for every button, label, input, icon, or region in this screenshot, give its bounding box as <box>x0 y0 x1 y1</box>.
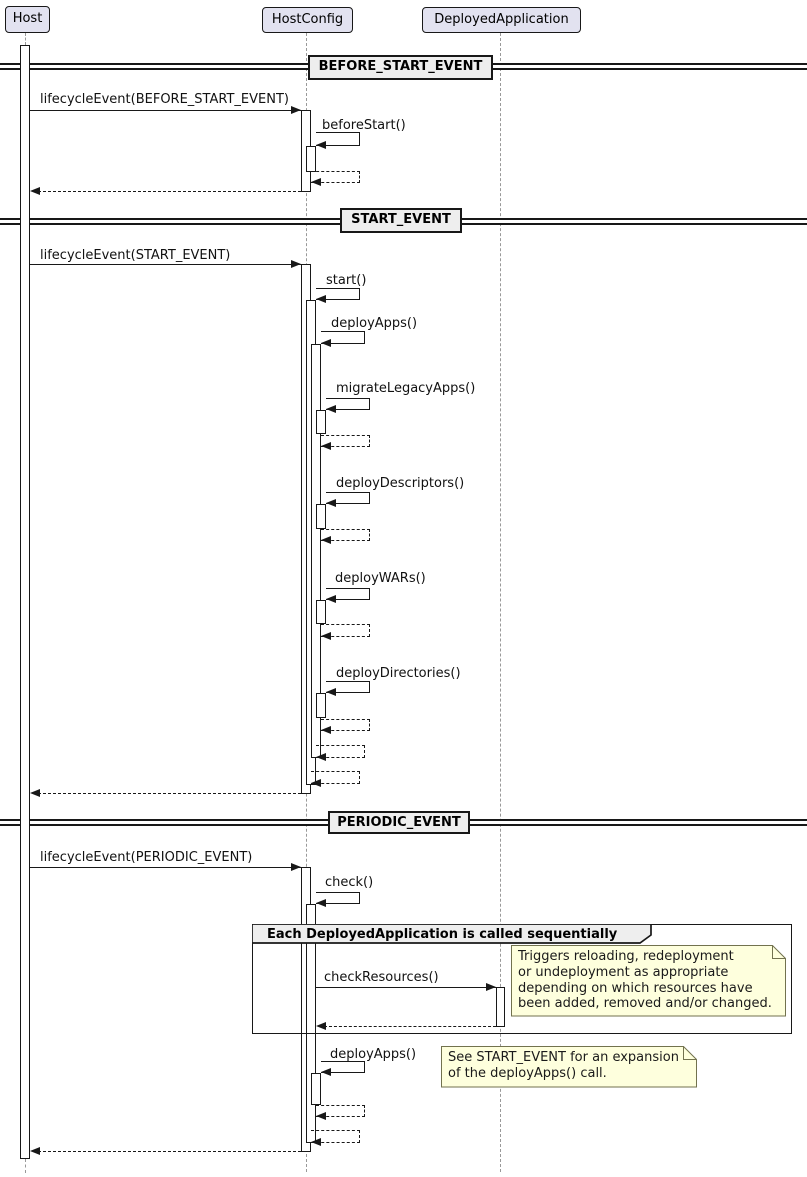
note-line: been added, removed and/or changed. <box>518 996 772 1012</box>
message-label-deploydirectories: deployDirectories() <box>336 666 461 681</box>
arrowhead-start <box>316 295 326 303</box>
message-arrow-lifecycle-before-start <box>30 110 301 111</box>
arrowhead-lifecycle-before-start <box>291 106 301 114</box>
arrowhead-deployapps-periodic <box>321 1068 331 1076</box>
arrowhead-lifecycle-periodic <box>291 863 301 871</box>
message-label-beforestart: beforeStart() <box>322 118 406 133</box>
message-label-lifecycle-before-start: lifecycleEvent(BEFORE_START_EVENT) <box>40 92 289 107</box>
message-label-lifecycle-periodic: lifecycleEvent(PERIODIC_EVENT) <box>40 850 253 865</box>
arrowhead-checkresources <box>486 983 496 991</box>
message-label-lifecycle-start: lifecycleEvent(START_EVENT) <box>40 248 231 263</box>
divider-before-start-label: BEFORE_START_EVENT <box>318 59 483 74</box>
note-line: See START_EVENT for an expansion <box>448 1050 679 1065</box>
arrowhead-migratelegacyapps <box>326 405 336 413</box>
message-label-check: check() <box>325 875 374 890</box>
message-label-start: start() <box>326 273 367 288</box>
arrowhead-return-migratelegacyapps <box>321 442 331 450</box>
divider-periodic-label: PERIODIC_EVENT <box>337 815 461 830</box>
arrowhead-check <box>316 899 326 907</box>
note-line: or undeployment as appropriate <box>518 964 729 980</box>
arrowhead-deploydescriptors <box>326 499 336 507</box>
participant-host <box>5 6 50 33</box>
arrowhead-return-check <box>311 1138 321 1146</box>
activation-hostconfig-migratelegacyapps <box>316 410 326 434</box>
message-arrow-lifecycle-periodic <box>30 867 301 868</box>
arrowhead-return-deploywars <box>321 632 331 640</box>
message-label-deploywars: deployWARs() <box>335 571 426 586</box>
arrowhead-return-start-host <box>30 789 40 797</box>
divider-start-event <box>340 208 462 233</box>
participant-deployedapplication <box>422 7 581 33</box>
participant-host-label: Host <box>12 11 43 26</box>
note-deploy-apps <box>448 1050 679 1082</box>
activation-hostconfig-deploydirectories <box>316 693 326 718</box>
divider-start-label: START_EVENT <box>351 212 451 227</box>
message-label-deployapps-periodic: deployApps() <box>330 1047 417 1062</box>
message-label-deploydescriptors: deployDescriptors() <box>336 476 465 491</box>
arrowhead-return-beforestart <box>311 178 321 186</box>
lifeline-host-top <box>25 33 26 45</box>
activation-hostconfig-deployapps-periodic <box>311 1073 321 1105</box>
arrowhead-deployapps <box>321 339 331 347</box>
arrowhead-deploydirectories <box>326 688 336 696</box>
activation-host <box>20 45 30 1159</box>
note-line: of the deployApps() call. <box>448 1065 607 1081</box>
arrowhead-return-deployapps <box>316 753 326 761</box>
participant-hostconfig-label: HostConfig <box>271 12 344 27</box>
arrowhead-return-before-start-host <box>30 187 40 195</box>
arrowhead-lifecycle-start <box>291 260 301 268</box>
message-label-checkresources: checkResources() <box>324 970 439 985</box>
arrowhead-return-checkresources <box>316 1022 326 1030</box>
message-arrow-lifecycle-start <box>30 264 301 265</box>
lifeline-host-bottom <box>25 1159 26 1173</box>
frame-header-label: Each DeployedApplication is called sequentially <box>267 927 618 942</box>
participant-hostconfig <box>262 7 353 33</box>
arrowhead-return-deploydirectories <box>321 726 331 734</box>
message-arrow-checkresources <box>316 987 496 988</box>
return-checkresources <box>324 1026 496 1027</box>
arrowhead-return-start <box>311 779 321 787</box>
activation-hostconfig-deploydescriptors <box>316 504 326 529</box>
arrowhead-deploywars <box>326 595 336 603</box>
activation-hostconfig-deploywars <box>316 600 326 624</box>
return-lifecycle-before-start <box>38 191 301 192</box>
divider-periodic-event <box>328 811 470 834</box>
return-lifecycle-start <box>38 793 301 794</box>
arrowhead-beforestart <box>316 141 326 149</box>
note-check-resources <box>518 949 772 1012</box>
message-label-migratelegacyapps: migrateLegacyApps() <box>336 381 476 396</box>
divider-before-start-event <box>308 55 493 80</box>
activation-hostconfig-beforestart <box>306 146 316 172</box>
participant-deployedapplication-label: DeployedApplication <box>434 12 569 27</box>
message-label-deployapps: deployApps() <box>331 316 418 331</box>
note-line: depending on which resources have <box>518 980 753 996</box>
return-lifecycle-periodic <box>38 1151 301 1152</box>
note-line: Triggers reloading, redeployment <box>518 949 734 964</box>
arrowhead-return-periodic-host <box>30 1147 40 1155</box>
arrowhead-return-deploydescriptors <box>321 536 331 544</box>
arrowhead-return-deployapps-periodic <box>316 1112 326 1120</box>
